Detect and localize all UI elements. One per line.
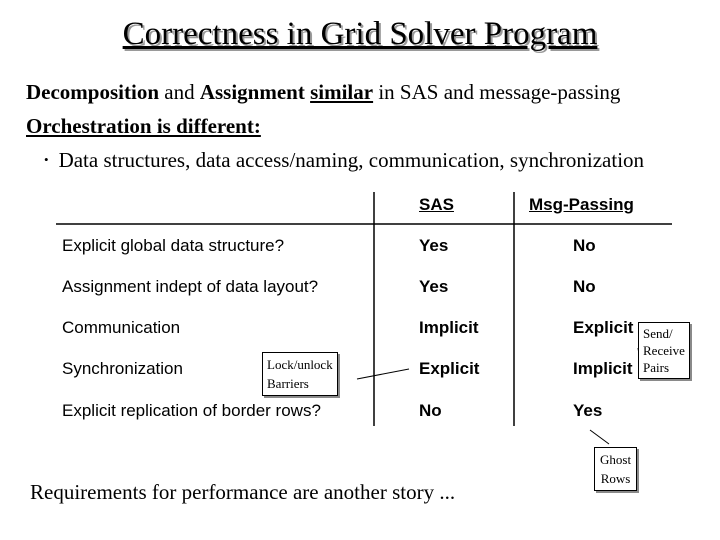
send-callout-line1: Send/	[643, 326, 673, 341]
ghost-callout-line2: Rows	[600, 471, 631, 486]
row-sas-global-data: Yes	[419, 236, 449, 255]
send-callout-line3: Pairs	[643, 360, 669, 375]
row-label-global-data: Explicit global data structure?	[62, 236, 285, 255]
row-sas-assignment: Yes	[419, 277, 449, 296]
lock-barriers-callout	[262, 352, 338, 396]
row-label-assignment: Assignment indept of data layout?	[62, 277, 319, 296]
lock-callout-line2: Barriers	[267, 376, 309, 391]
row-msg-synchronization: Implicit	[573, 359, 633, 378]
ghost-callout-pointer	[590, 430, 609, 444]
row-label-communication: Communication	[62, 318, 181, 337]
table-header-msg-passing: Msg-Passing	[529, 195, 634, 214]
row-sas-synchronization: Explicit	[419, 359, 480, 378]
lock-callout-pointer	[357, 369, 409, 379]
row-sas-replication: No	[419, 401, 442, 420]
row-label-replication: Explicit replication of border rows?	[62, 401, 321, 420]
send-receive-callout	[638, 322, 690, 379]
ghost-rows-callout	[594, 447, 637, 491]
assignment-word: Assignment	[199, 80, 305, 104]
and-word: and	[159, 80, 200, 104]
row-label-synchronization: Synchronization	[62, 359, 183, 378]
row-sas-communication: Implicit	[419, 318, 479, 337]
lock-callout-line1: Lock/unlock	[267, 357, 333, 372]
bullet-text: Data structures, data access/naming, communication, synchronization	[58, 148, 645, 172]
send-callout-line2: Receive	[643, 343, 685, 358]
row-msg-communication: Explicit	[573, 318, 634, 337]
bullet-symbol: •	[44, 152, 49, 167]
performance-footer: Requirements for performance are another story ...	[30, 480, 456, 504]
ghost-callout-line1: Ghost	[600, 452, 632, 467]
sas-msg-text: in SAS and message-passing	[373, 80, 621, 104]
table-header-sas: SAS	[419, 195, 454, 214]
decomposition-word: Decomposition	[26, 80, 159, 104]
row-msg-assignment: No	[573, 277, 596, 296]
row-msg-replication: Yes	[573, 401, 603, 420]
slide-title: Correctness in Grid Solver Program	[122, 16, 598, 52]
row-msg-global-data: No	[573, 236, 596, 255]
similar-word: similar	[310, 80, 374, 104]
orchestration-line: Orchestration is different:	[26, 114, 261, 138]
